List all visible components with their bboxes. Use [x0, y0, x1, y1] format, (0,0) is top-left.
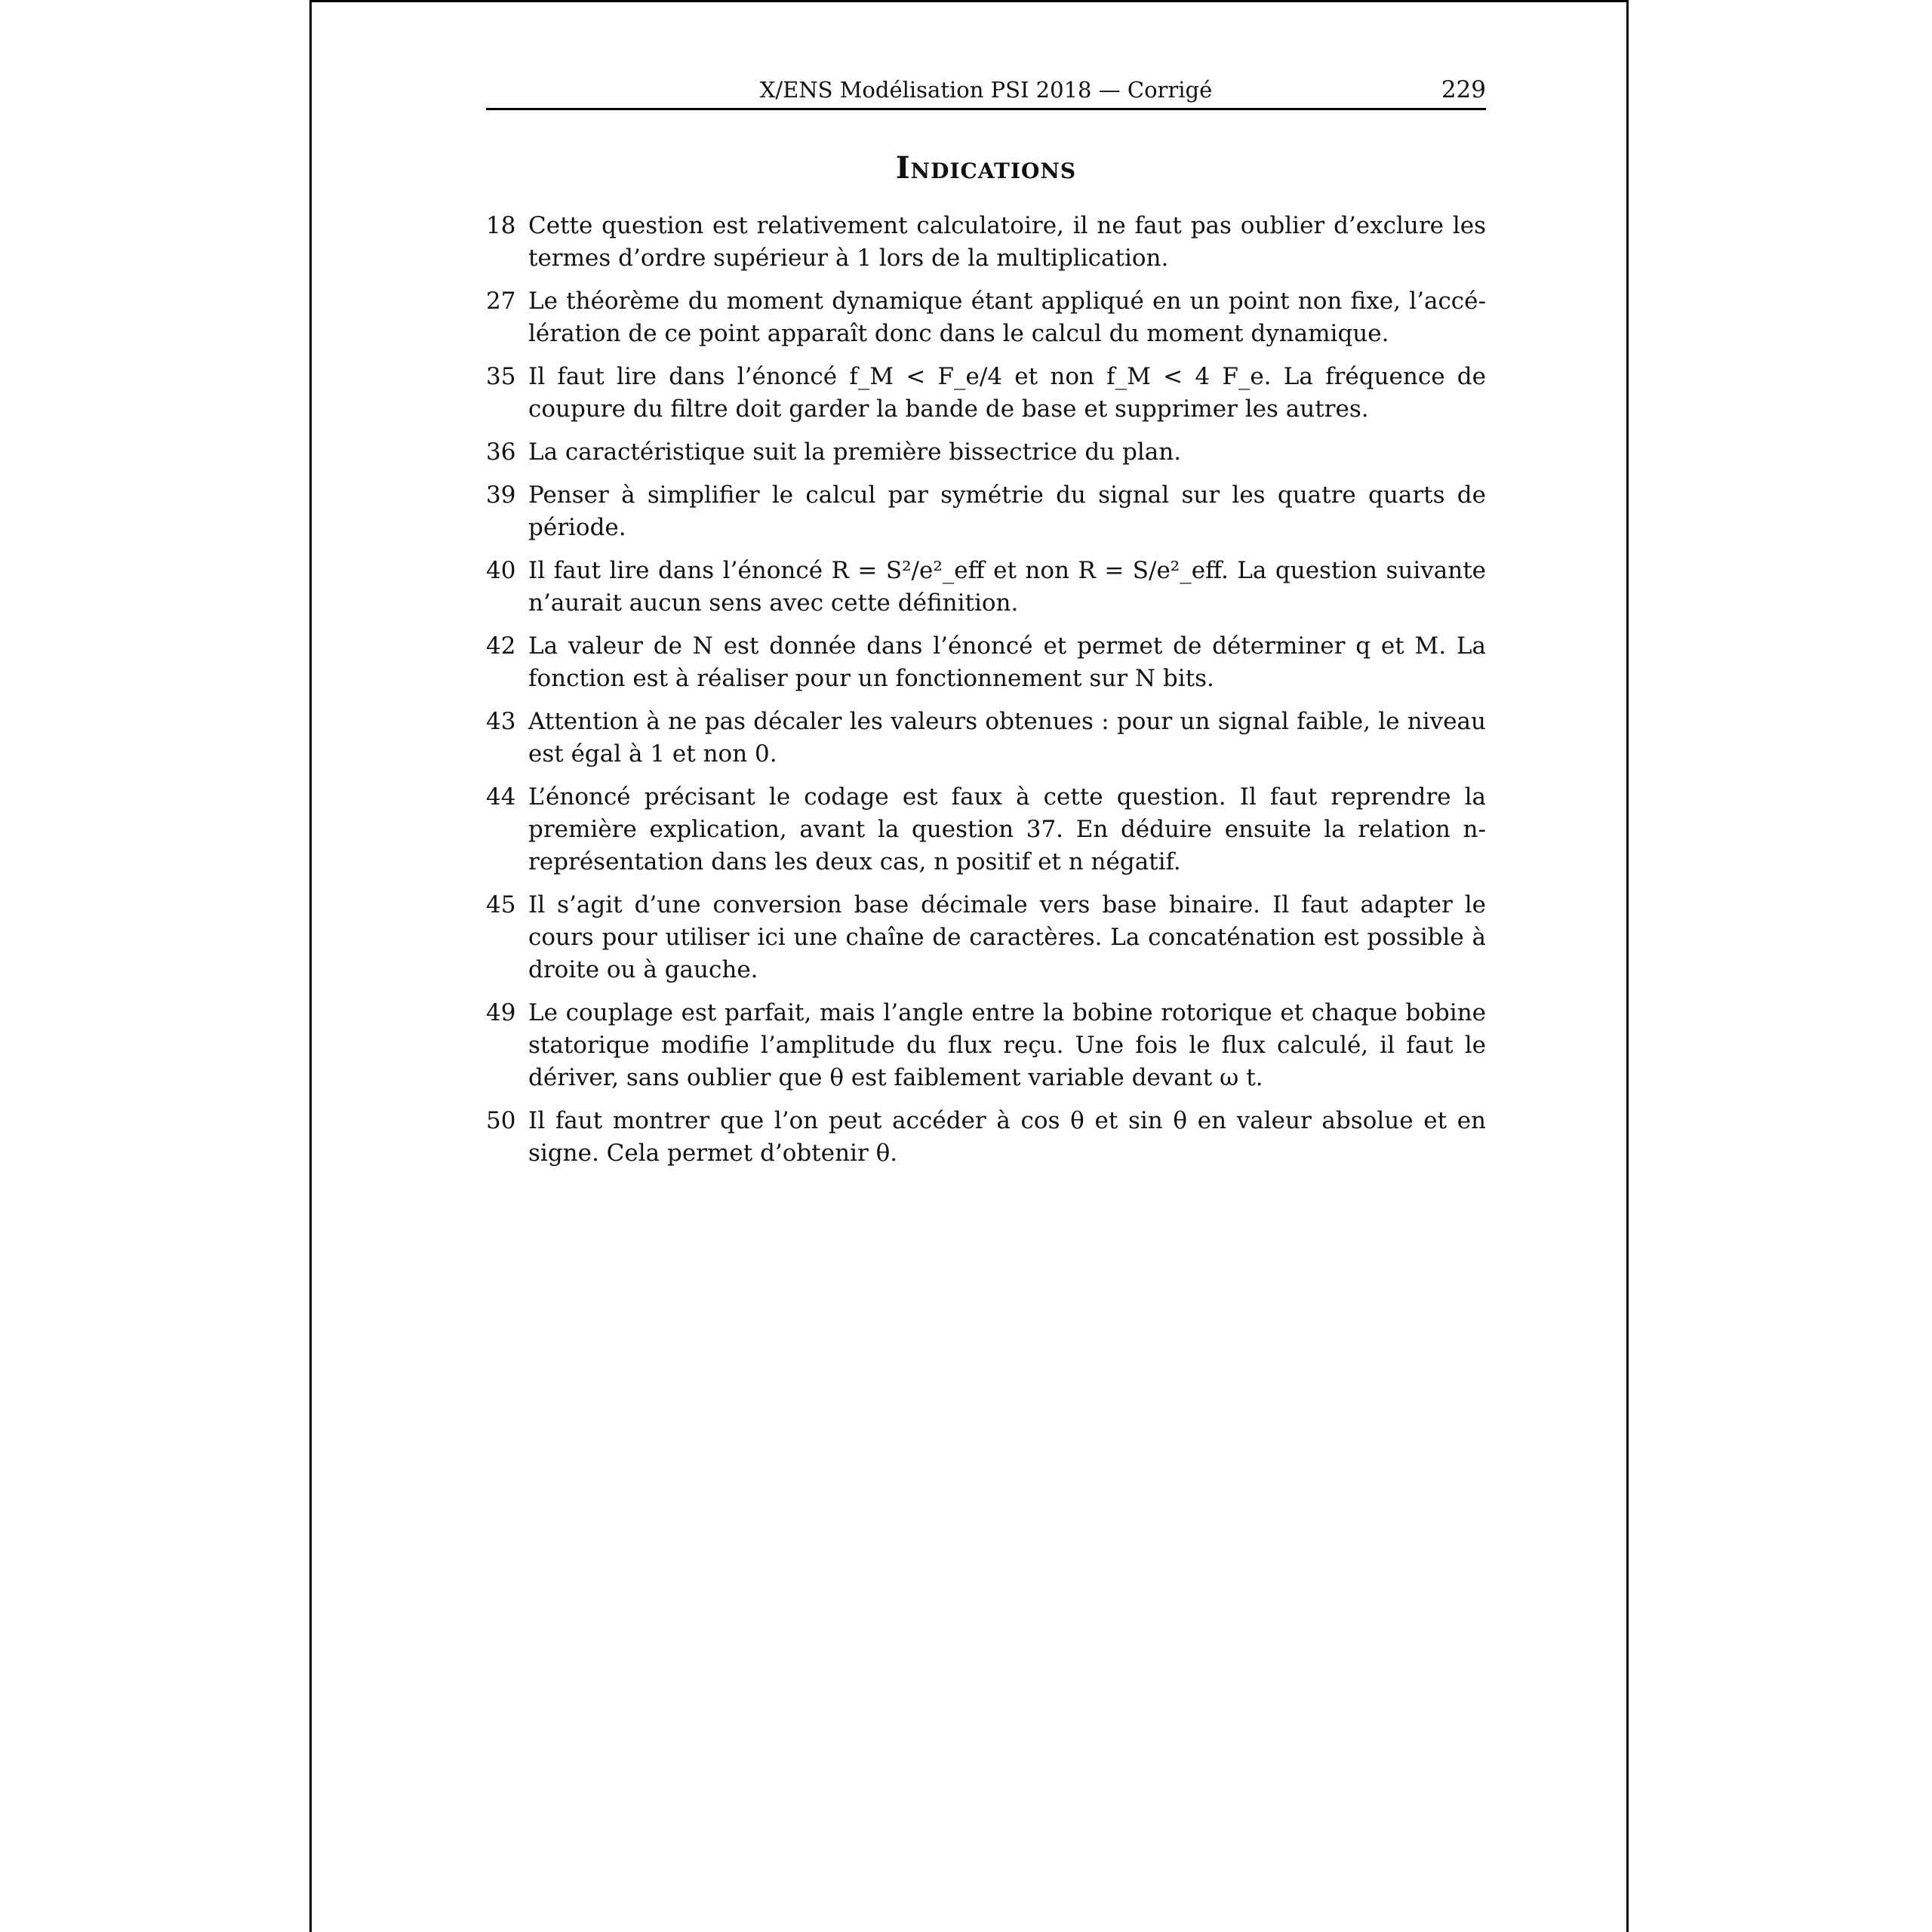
- hint-text: Il s’agit d’une conversion base décimale vers base binaire. Il faut adapter le cours pour utiliser ici une chaîne de caractères. La concaténation est possible à droite ou à gauche.: [528, 891, 1486, 983]
- hint-item: [486, 781, 1486, 878]
- hint-number: 43: [486, 708, 516, 735]
- hint-item: [486, 436, 1486, 469]
- hint-text: Penser à simplifier le calcul par symétrie du signal sur les quatre quarts de période.: [528, 481, 1486, 541]
- hint-number: 42: [486, 632, 516, 660]
- hint-number: 27: [486, 288, 516, 315]
- header-title: X/ENS Modélisation PSI 2018 — Corrigé: [759, 77, 1213, 103]
- page-number: 229: [1441, 76, 1486, 103]
- hint-item: [486, 285, 1486, 350]
- section-title: Indications: [895, 150, 1077, 186]
- hint-text: La caractéristique suit la première bissectrice du plan.: [528, 438, 1182, 466]
- hint-item: [486, 361, 1486, 426]
- running-header: [486, 72, 1486, 110]
- hint-item: [486, 630, 1486, 695]
- hint-text: La valeur de N est donnée dans l’énoncé et permet de déterminer q et M. La fonction est à réaliser pour un fonctionnement sur N bits.: [528, 632, 1486, 692]
- hint-number: 44: [486, 783, 516, 811]
- hint-number: 40: [486, 557, 516, 584]
- hint-text: Le couplage est parfait, mais l’angle entre la bobine rotorique et chaque bobine statorique modifie l’amplitude du flux reçu. Une fois le flux calculé, il faut le dériver, sans oublier que θ est faiblement variable devant ω t.: [528, 999, 1486, 1091]
- hints-list: [486, 210, 1486, 1170]
- hint-item: [486, 479, 1486, 544]
- hint-item: [486, 997, 1486, 1094]
- hint-item: [486, 210, 1486, 275]
- hint-number: 49: [486, 999, 516, 1026]
- hint-item: [486, 706, 1486, 771]
- hint-text: Il faut lire dans l’énoncé f_M < F_e/4 et non f_M < 4 F_e. La fréquence de coupure du filtre doit garder la bande de base et supprimer les autres.: [528, 363, 1486, 423]
- hint-number: 50: [486, 1107, 516, 1134]
- hint-number: 35: [486, 363, 516, 390]
- hint-number: 45: [486, 891, 516, 918]
- hint-text: Le théorème du moment dynamique étant appliqué en un point non fixe, l’accélération de ce point apparaît donc dans le calcul du moment dynamique.: [528, 288, 1486, 347]
- document-page: [309, 0, 1629, 1932]
- hint-number: 36: [486, 438, 516, 466]
- hint-text: Il faut lire dans l’énoncé R = S²/e²_eff et non R = S/e²_eff. La question suivante n’aurait aucun sens avec cette définition.: [528, 557, 1486, 617]
- hint-text: Il faut montrer que l’on peut accéder à cos θ et sin θ en valeur absolue et en signe. Cela permet d’obtenir θ.: [528, 1107, 1486, 1167]
- hint-text: L’énoncé précisant le codage est faux à cette question. Il faut reprendre la première explication, avant la question 37. En déduire ensuite la relation n-représentation dans les deux cas, n positif et n négatif.: [528, 783, 1486, 875]
- hint-item: [486, 555, 1486, 620]
- hint-number: 39: [486, 481, 516, 509]
- hint-text: Attention à ne pas décaler les valeurs obtenues : pour un signal faible, le niveau est égal à 1 et non 0.: [528, 708, 1486, 768]
- hint-text: Cette question est relativement calculatoire, il ne faut pas oublier d’exclure les termes d’ordre supérieur à 1 lors de la multiplication.: [528, 212, 1486, 272]
- hint-number: 18: [486, 212, 516, 239]
- hint-item: [486, 889, 1486, 986]
- hint-item: [486, 1105, 1486, 1170]
- page-content: [486, 72, 1486, 1180]
